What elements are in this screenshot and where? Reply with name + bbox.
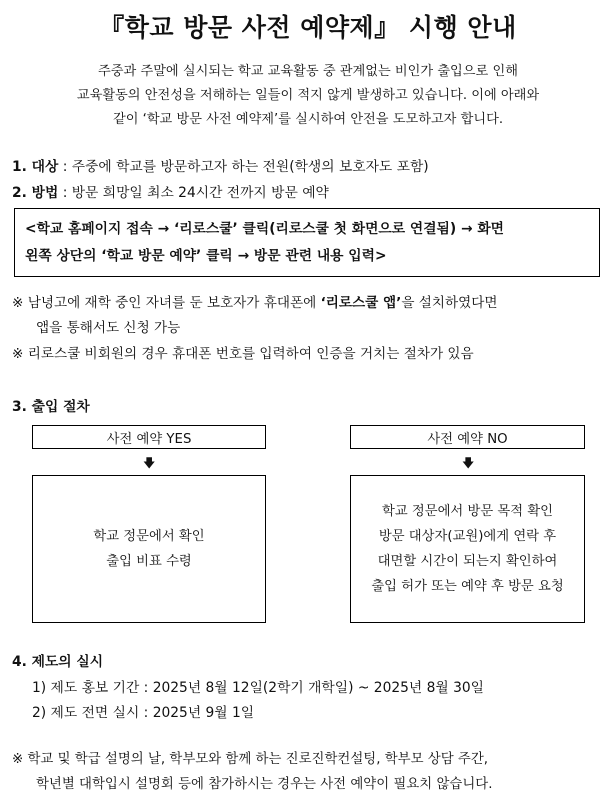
section-implementation-label: 4. 제도의 실시 xyxy=(12,654,104,670)
section-target xyxy=(12,155,429,175)
note-app-line2: 앱을 통해서도 신청 가능 xyxy=(36,320,181,336)
flow-left-line: 출입 비표 수령 xyxy=(106,554,192,569)
flow-right-line: 출입 허가 또는 예약 후 방문 요청 xyxy=(371,579,564,594)
note-app xyxy=(12,291,612,341)
flow-right-line: 대면할 시간이 되는지 확인하여 xyxy=(377,554,558,569)
note-app-highlight: ‘리로스쿨 앱’ xyxy=(320,295,402,311)
implementation-item: 1) 제도 홍보 기간 : 2025년 8월 12일(2학기 개학일) ~ 2025년 8월 30일 xyxy=(32,680,485,696)
intro-line: 같이 ‘학교 방문 사전 예약제’를 실시하여 안전을 도모하고자 합니다. xyxy=(112,112,504,127)
section-method-text: : 방문 희망일 최소 24시간 전까지 방문 예약 xyxy=(58,185,329,201)
note-app-text-end: 을 설치하였다면 xyxy=(401,295,498,311)
section-method xyxy=(12,181,329,201)
flow-right-header: 사전 예약 NO xyxy=(350,425,585,449)
section-method-label: 2. 방법 xyxy=(12,185,59,201)
implementation-item: 2) 제도 전면 실시 : 2025년 9월 1일 xyxy=(32,705,255,721)
final-note-line: 학년별 대학입시 설명회 등에 참가하시는 경우는 사전 예약이 필요치 않습니다. xyxy=(36,777,493,792)
note-app-text: ※ 남녕고에 재학 중인 자녀를 둔 보호자가 휴대폰에 xyxy=(12,295,321,311)
note-nonmember: ※ 리로스쿨 비회원의 경우 휴대폰 번호를 입력하여 인증을 거치는 절차가 있음 xyxy=(12,346,474,362)
final-note-line: ※ 학교 및 학급 설명의 날, 학부모와 함께 하는 진로진학컨설팅, 학부모 상담 주간, xyxy=(12,752,489,767)
intro-line: 주중과 주말에 실시되는 학교 교육활동 중 관계없는 비인가 출입으로 인해 xyxy=(98,64,518,79)
flow-right-line: 학교 정문에서 방문 목적 확인 xyxy=(381,504,554,519)
section-target-label: 1. 대상 xyxy=(12,159,59,175)
flow-left-line: 학교 정문에서 확인 xyxy=(93,529,205,544)
intro-line: 교육활동의 안전성을 저해하는 일들이 적지 않게 발생하고 있습니다. 이에 아래와 xyxy=(76,88,540,103)
method-box-line: <학교 홈페이지 접속 → ‘리로스쿨’ 클릭(리로스쿨 첫 화면으로 연결됨) → 화면 xyxy=(25,221,504,237)
flow-left-header: 사전 예약 YES xyxy=(32,425,266,449)
method-box-line: 왼쪽 상단의 ‘학교 방문 예약’ 클릭 → 방문 관련 내용 입력> xyxy=(25,248,387,264)
final-note xyxy=(12,747,612,797)
intro-paragraph xyxy=(12,60,604,132)
section-procedure-label: 3. 출입 절차 xyxy=(12,399,90,415)
section-target-text: : 주중에 학교를 방문하고자 하는 전원(학생의 보호자도 포함) xyxy=(58,159,429,175)
flow-right-line: 방문 대상자(교원)에게 연락 후 xyxy=(378,529,557,544)
page-title: 『학교 방문 사전 예약제』 시행 안내 xyxy=(99,13,517,42)
flow-left-body xyxy=(32,475,266,623)
down-arrow-icon: 🡇 xyxy=(143,456,156,470)
flow-right-body xyxy=(350,475,585,623)
method-box xyxy=(14,208,600,277)
down-arrow-icon: 🡇 xyxy=(462,456,475,470)
